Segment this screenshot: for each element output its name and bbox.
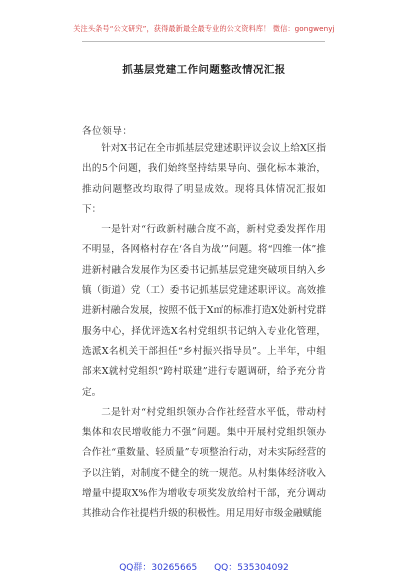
paragraph-intro: 针对X书记在全市抓基层党建述职评议会议上给X区指出的5个问题，我们始终坚持结果导向、强化标本兼治，推动问题整改均取得了明显成效。现将具体情况汇报如下：	[82, 143, 326, 215]
footer-qq-group: QQ群：30265665	[119, 563, 198, 573]
salutation: 各位领导：	[82, 126, 133, 137]
document-body	[82, 139, 326, 525]
footer-qq: QQ：535304092	[214, 563, 289, 573]
header-divider	[82, 41, 325, 42]
paragraph-point-one: 一是针对“行政新村融合度不高，新村党委发挥作用不明显，各网格村存在‘各自为战’”问题。将“四维一体”推进新村融合发展作为区委书记抓基层党建突破项目纳入乡镇（街道）党（工）委书记抓基层党建述职评议。高效推进新村融合发展，按照不低于X㎡的标准打造X处新村党群服务中心，择优评选X名村党组织书记纳入专业化管理，选派X名机关干部担任“乡村振兴指导员”。上半年，中组部来X就村党组织“跨村联建”进行专题调研，给予充分肯定。	[82, 224, 326, 398]
paragraph-point-two: 二是针对“村党组织领办合作社经营水平低，带动村集体和农民增收能力不强”问题。集中开展村党组织领办合作社“重数量、轻质量”专项整治行动，对未实际经营的予以注销，对制度不健全的统一规范。从村集体经济收入增量中提取X%作为增收专项奖发放给村干部，充分调动其推动合作社提档升级的积极性。用足用好市级金融赋能	[82, 406, 326, 520]
footer-contact	[0, 560, 408, 573]
document-title: 抓基层党建工作问题整改情况汇报	[122, 64, 286, 76]
header-banner: 关注头条号“公文研究”，获得最新最全最专业的公文资料库！ 微信：gongwenyj	[73, 24, 335, 33]
